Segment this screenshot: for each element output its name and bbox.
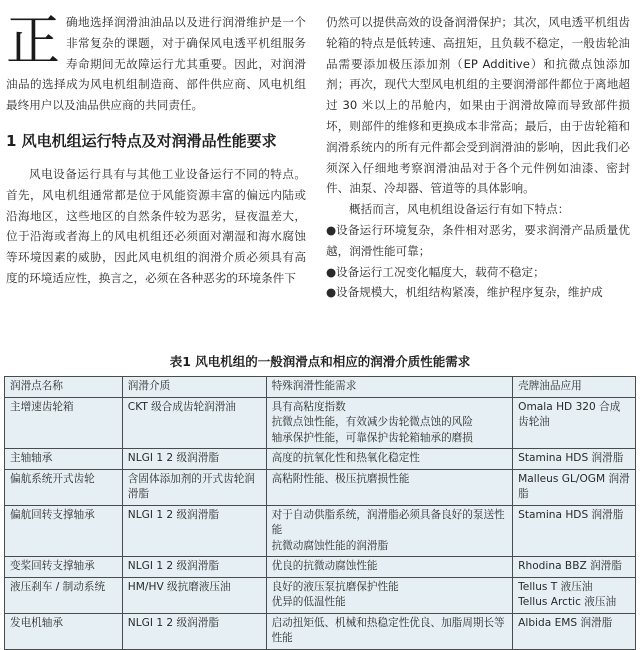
dropcap: 正: [6, 9, 60, 72]
table-header-row: [5, 377, 636, 398]
header-lubrication-point: 润滑点名称: [5, 377, 123, 398]
header-lubricant: 润滑介质: [122, 377, 266, 398]
left-paragraph: 风电设备运行具有与其他工业设备运行不同的特点。首先，风电机组通常都是位于风能资源丰富的偏远内陆或沿海地区，这些地区的自然条件较为恶劣，昼夜温差大，位于沿海或者海上的风电机组还必须面对潮湿和海水腐蚀等环境因素的威胁，因此风电机组的润滑介质必须具有高度的环境适应性，换言之，必须在各种恶劣的环境条件下: [6, 166, 306, 285]
cell-lubrication-point: 偏航系统开式齿轮: [5, 469, 123, 505]
cell-lubrication-point: 液压刹车 / 制动系统: [5, 577, 123, 613]
bullet-mark: ●: [326, 285, 337, 300]
cell-shell-product: Omala HD 320 合成齿轮油: [513, 397, 636, 449]
cell-requirements: 高度的抗氧化性和热氧化稳定性: [266, 449, 513, 470]
cell-shell-product: Tellus T 液压油 Tellus Arctic 液压油: [513, 577, 636, 613]
header-requirements: 特殊润滑性能需求: [266, 377, 513, 398]
bullet-text: 设备运行工况变化幅度大，载荷不稳定；: [336, 264, 545, 279]
cell-lubrication-point: 主轴轴承: [5, 449, 123, 470]
right-column: [326, 12, 630, 303]
cell-shell-product: Stamina HDS 润滑脂: [513, 505, 636, 557]
table-row: [5, 469, 636, 505]
cell-shell-product: Malleus GL/OGM 润滑脂: [513, 469, 636, 505]
header-shell-product: 壳牌油品应用: [513, 377, 636, 398]
bullet-mark: ●: [326, 222, 337, 237]
table-row: [5, 577, 636, 613]
cell-shell-product: Stamina HDS 润滑脂: [513, 449, 636, 470]
cell-shell-product: Rhodina BBZ 润滑脂: [513, 557, 636, 578]
cell-lubrication-point: 变桨回转支撑轴承: [5, 557, 123, 578]
table-row: [5, 397, 636, 449]
section-heading: 1 风电机组运行特点及对润滑品性能要求: [6, 131, 277, 150]
cell-lubrication-point: 发电机轴承: [5, 613, 123, 649]
cell-requirements: 良好的液压泵抗磨保护性能 优异的低温性能: [266, 577, 513, 613]
cell-lubrication-point: 偏航回转支撑轴承: [5, 505, 123, 557]
cell-lubricant: 含固体添加剂的开式齿轮润滑脂: [122, 469, 266, 505]
cell-requirements: 优良的抗微动腐蚀性能: [266, 557, 513, 578]
cell-lubricant: CKT 级合成齿轮润滑油: [122, 397, 266, 449]
bullet-item: [326, 282, 630, 303]
cell-lubricant: NLGI 1 2 级润滑脂: [122, 449, 266, 470]
table-body: [5, 397, 636, 649]
bullet-mark: ●: [326, 264, 337, 279]
cell-lubricant: NLGI 1 2 级润滑脂: [122, 557, 266, 578]
cell-lubricant: NLGI 1 2 级润滑脂: [122, 613, 266, 649]
cell-requirements: 对于自动供脂系统，润滑脂必须具备良好的泵送性能 抗微动腐蚀性能的润滑脂: [266, 505, 513, 557]
bullet-item: [326, 262, 630, 283]
table-row: [5, 505, 636, 557]
bullet-text: 设备运行环境复杂，条件相对恶劣，要求润滑产品质量优越，润滑性能可靠；: [326, 222, 630, 258]
table-row: [5, 613, 636, 649]
cell-shell-product: Albida EMS 润滑脂: [513, 613, 636, 649]
table-title: 表1 风电机组的一般润滑点和相应的润滑介质性能需求: [169, 354, 471, 369]
cell-requirements: 高粘附性能、极压抗磨损性能: [266, 469, 513, 505]
cell-lubrication-point: 主增速齿轮箱: [5, 397, 123, 449]
intro-text: 确地选择润滑油油品以及进行润滑维护是一个非常复杂的课题，对于确保风电透平机组服务寿命期间无故障运行尤其重要。因此，对润滑油品的选择成为风电机组制造商、部件供应商、风电机组最终用户以及油品供应商的共同责任。: [6, 15, 306, 113]
summary-lead: 概括而言，风电机组设备运行有如下特点：: [349, 202, 570, 217]
cell-lubricant: NLGI 1 2 级润滑脂: [122, 505, 266, 557]
table-row: [5, 449, 636, 470]
cell-requirements: 启动扭矩低、机械和热稳定性优良、加脂周期长等性能: [266, 613, 513, 649]
intro-paragraph: [6, 9, 306, 116]
bullet-text: 设备规模大，机组结构紧凑，维护程序复杂，维护成: [336, 285, 603, 300]
bullet-item: [326, 220, 630, 262]
cell-lubricant: HM/HV 级抗磨液压油: [122, 577, 266, 613]
right-paragraph: 仍然可以提供高效的设备润滑保护；其次，风电透平机组齿轮箱的特点是低转速、高扭矩，且负载不稳定，一般齿轮油品需要添加极压添加剂（EP Additive）和抗微点蚀添加剂；再次，现代大型风电机组的主要润滑部件都位于离地超过 30 米以上的吊舱内，如果由于润滑故障而导致部件损坏，则部件的维修和更换成本非常高；最后，由于齿轮箱和润滑系统内的所有元件都会受到润滑油的影响，因此我们必须深入仔细地考察润滑油品对于各个元件例如油漆、密封件、油泵、冷却器、管道等的具体影响。: [326, 15, 630, 196]
bullet-list: [326, 220, 630, 303]
cell-requirements: 具有高粘度指数 抗微点蚀性能，有效减少齿轮微点蚀的风险 轴承保护性能，可靠保护齿轮箱轴承的磨损: [266, 397, 513, 449]
table-row: [5, 557, 636, 578]
lubrication-table: [4, 376, 636, 650]
left-column: [6, 9, 306, 289]
